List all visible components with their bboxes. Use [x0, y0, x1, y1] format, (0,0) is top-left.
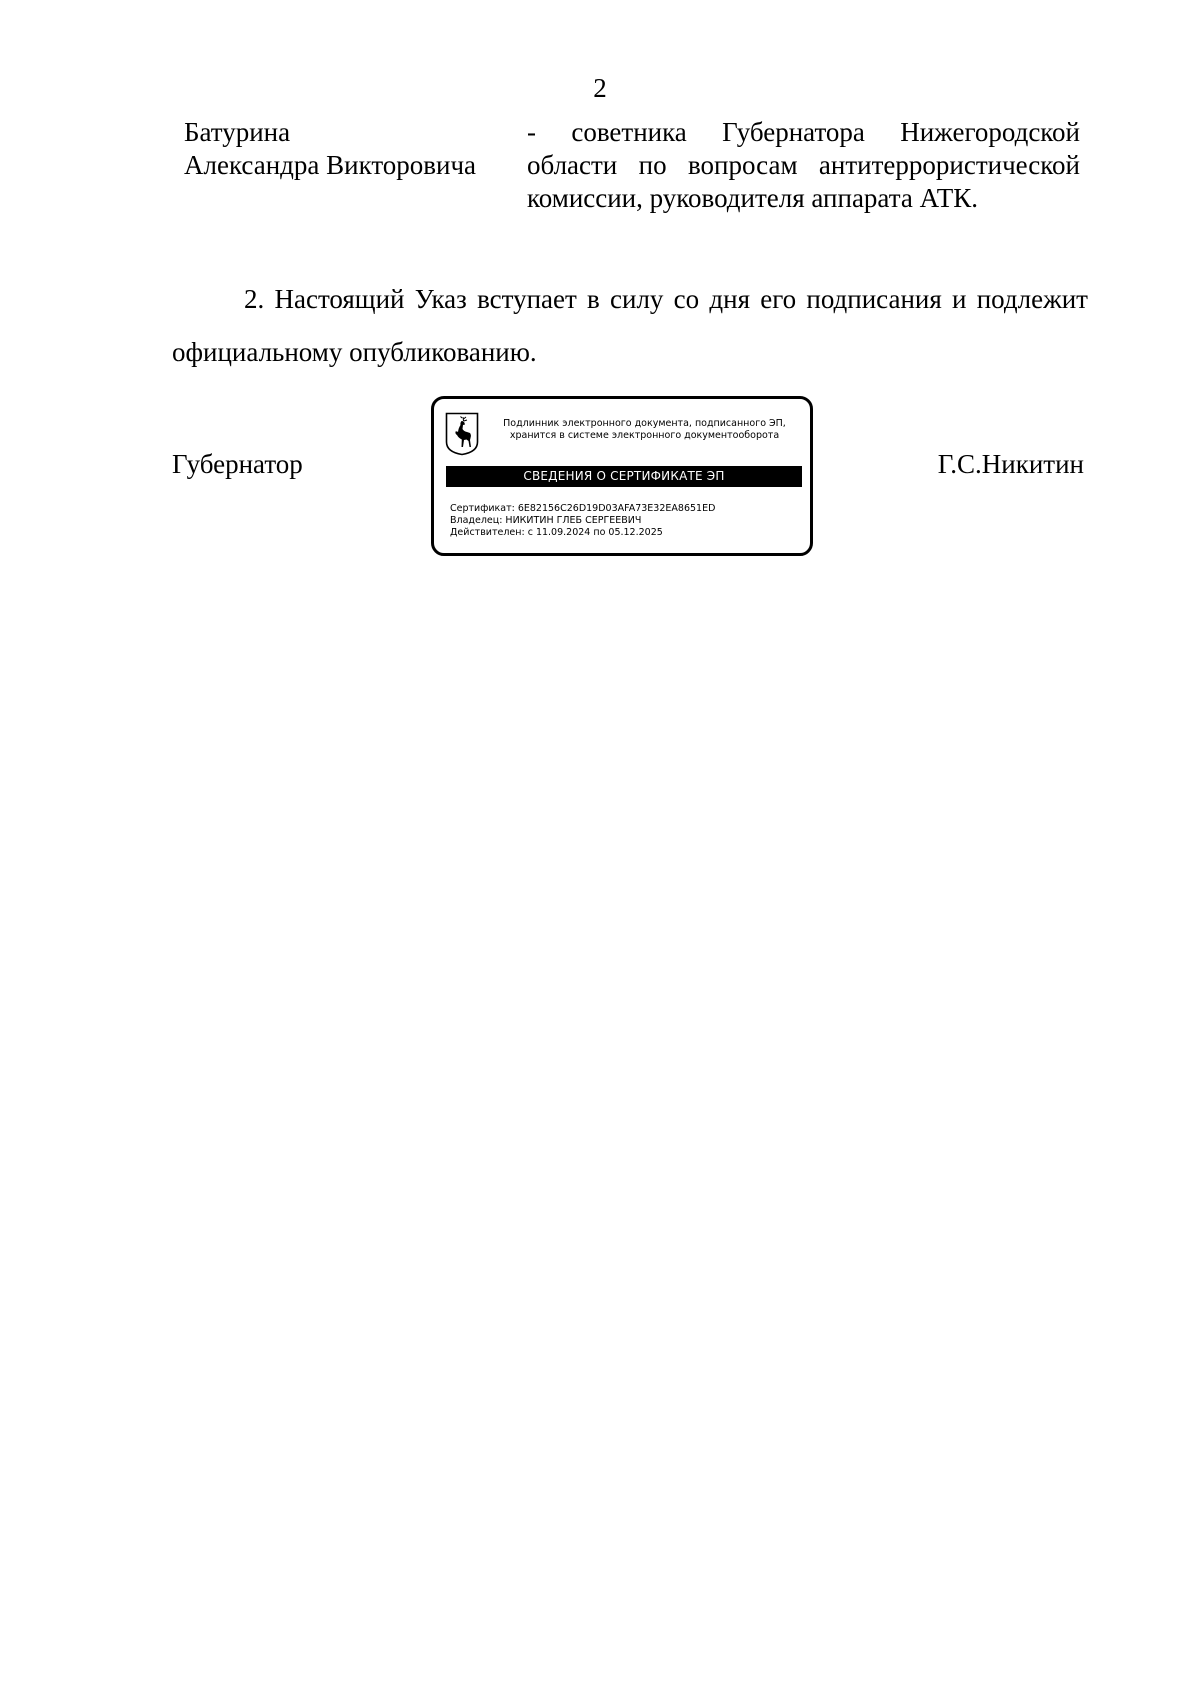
stamp-note-line-2: хранится в системе электронного документооборота [509, 430, 780, 441]
page-number: 2 [593, 73, 607, 103]
stamp-note-line-1: Подлинник электронного документа, подписанного ЭП, [503, 418, 786, 429]
appointee-name [184, 116, 514, 182]
signature-title: Губернатор [172, 449, 303, 479]
appointee-given-names: Александра Викторовича [184, 150, 477, 180]
appointee-position: - советника Губернатора Нижегородской области по вопросам антитеррористической комиссии, руководителя аппарата АТК. [527, 117, 1080, 213]
stamp-certificate-validity: Действителен: с 11.09.2024 по 05.12.2025 [450, 527, 663, 538]
stamp-certificate-owner: Владелец: НИКИТИН ГЛЕБ СЕРГЕЕВИЧ [450, 515, 642, 526]
appointee-surname: Батурина [184, 117, 291, 147]
clause-2: 2. Настоящий Указ вступает в силу со дня его подписания и подлежит официальному опубликованию. [172, 284, 1088, 367]
electronic-signature-stamp [431, 396, 813, 556]
stamp-certificate-details [450, 503, 715, 539]
deer-emblem-icon [445, 412, 479, 456]
stamp-certificate-id: Сертификат: 6E82156C26D19D03AFA73E32EA8651ED [450, 503, 716, 514]
signature-name: Г.С.Никитин [937, 449, 1084, 479]
stamp-note [482, 418, 807, 442]
stamp-certificate-header: СВЕДЕНИЯ О СЕРТИФИКАТЕ ЭП [446, 466, 802, 487]
